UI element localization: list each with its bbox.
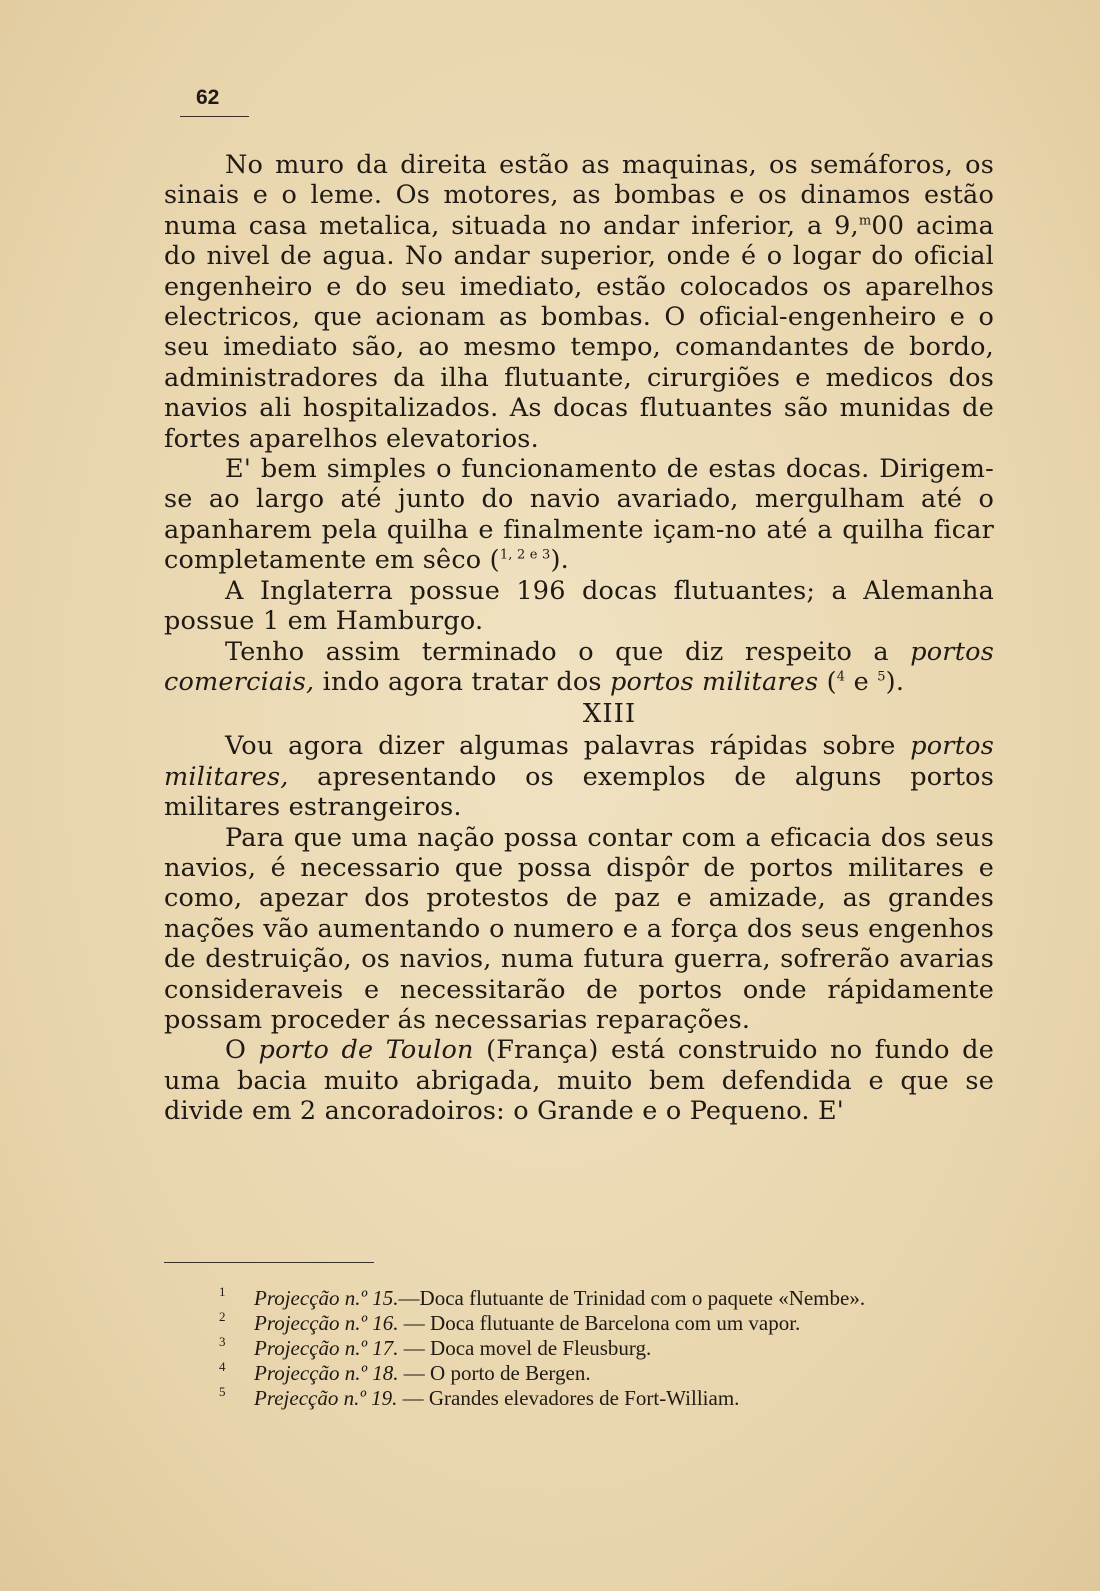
main-text [164,150,994,1127]
footnote-rule [164,1262,374,1263]
paragraph: No muro da direita estão as maquinas, os semáforos, os sinais e o leme. Os motores, as bombas e os dinamos estão numa casa metalica, situada no andar inferior, a 9,$^m$00 acima do nivel de agua. No andar superior, onde é o logar do oficial engenheiro e do seu imediato, estão colocados os aparelhos electricos, que acionam as bombas. O oficial-engenheiro e o seu imediato são, ao mesmo tempo, comandantes de bordo, administradores da ilha flutuante, cirurgiões e medicos dos navios ali hospitalizados. As docas flutuantes são munidas de fortes aparelhos elevatorios. [164,150,994,454]
section-heading: XIII [582,699,637,730]
footnote-ref: 4 [836,669,846,685]
paragraph: A Inglaterra possue 196 docas flutuantes; a Alemanha possue 1 em Hamburgo. [164,575,994,637]
paragraph: E' bem simples o funcionamento de estas docas. Dirigem-se ao largo até junto do navio avariado, mergulham até o apanharem pela quilha e finalmente içam-no até a quilha ficar completamente em sêco ($^{1, 2 e 3}$). [164,454,994,576]
paragraph: Vou agora dizer algumas palavras rápidas sobre portos militares, apresentando os exemplos de alguns portos militares estrangeiros. [164,731,994,823]
footnotes [164,1286,994,1411]
footnote: 3 Projecção n.º 17. — Doca movel de Fleusburg. [219,1334,652,1360]
paragraph: O porto de Toulon (França) está construido no fundo de uma bacia muito abrigada, muito bem defendida e que se divide em 2 ancoradoiros: o Grande e o Pequeno. E' [164,1035,994,1127]
footnote: 2 Projecção n.º 16. — Doca flutuante de Barcelona com um vapor. [219,1309,801,1335]
footnote-ref: 1, 2 e 3 [499,547,551,563]
paragraph: Tenho assim terminado o que diz respeito a portos comerciais, indo agora tratar dos portos militares ($^4$ e $^5$). [164,636,994,697]
footnote: 1 Projecção n.º 15.—Doca flutuante de Trinidad com o paquete «Nembe». [219,1284,866,1310]
footnote: 4 Projecção n.º 18. — O porto de Bergen. [219,1359,591,1385]
paragraph: Para que uma nação possa contar com a eficacia dos seus navios, é necessario que possa dispôr de portos militares e como, apezar dos protestos de paz e amizade, as grandes nações vão aumentando o numero e a força dos seus engenhos de destruição, os navios, numa futura guerra, sofrerão avarias consideraveis e necessitarão de portos onde rápidamente possam proceder ás necessarias reparações. [164,822,994,1035]
footnote-ref: 5 [877,669,886,685]
page-number-rule [180,116,249,117]
footnote: 5 Prejecção n.º 19. — Grandes elevadores de Fort-William. [219,1384,740,1410]
page-number: 62 [196,86,220,109]
